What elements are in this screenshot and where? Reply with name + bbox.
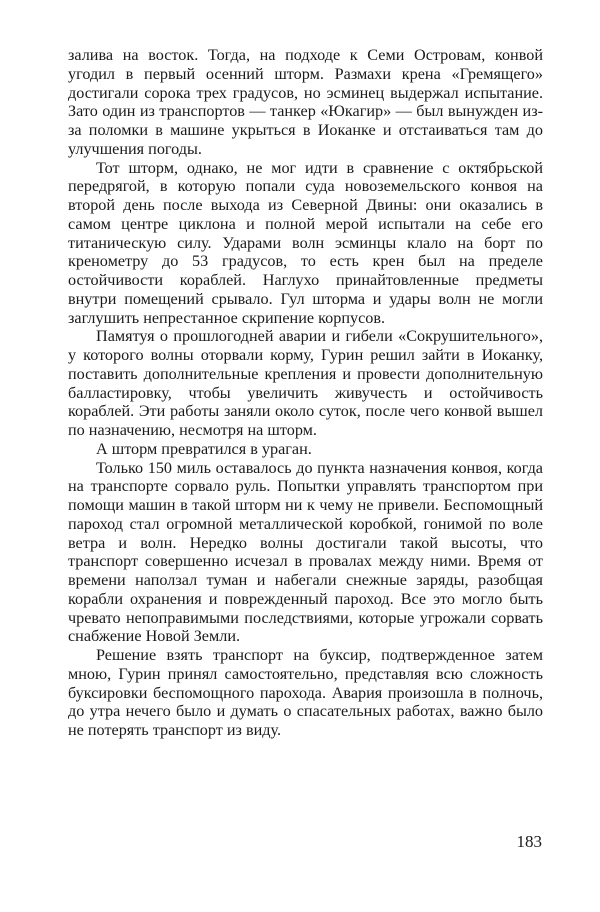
- paragraph-3: Памятуя о прошлогодней аварии и гибели «Сокрушительного», у которого волны оторвали корму, Гурин решил зайти в Иоканку, поставить дополнительные крепления и провести дополнительную балластировку, чтобы увеличить живучесть и остойчивость кораблей. Эти работы заняли около суток, после чего конвой вышел по назначению, несмотря на шторм.: [68, 327, 543, 439]
- paragraph-6: Решение взять транспорт на буксир, подтвержденное затем мною, Гурин принял самостоятельно, представляя всю сложность буксировки беспомощного парохода. Авария произошла в полночь, до утра нечего было и думать о спасательных работах, важно было не потерять транспорт из виду.: [68, 646, 543, 739]
- paragraph-2: Тот шторм, однако, не мог идти в сравнение с октябрьской передрягой, в которую попали суда новоземельского конвоя на второй день после выхода из Северной Двины: они оказались в самом центре циклона и полной мерой испытали на себе его титаническую силу. Ударами волн эсминцы клало на борт по кренометру до 53 градусов, то есть крен был на пределе остойчивости кораблей. Наглухо принайтовленные предметы внутри помещений срывало. Гул шторма и удары волн не могли заглушить непрестанное скрипение корпусов.: [68, 158, 543, 327]
- paragraph-1: залива на восток. Тогда, на подходе к Семи Островам, конвой угодил в первый осенний шторм. Размахи крена «Гремящего» достигали сорока трех градусов, но эсминец выдержал испытание. Зато один из транспортов — танкер «Юкагир» — был вынужден из-за поломки в машине укрыться в Иоканке и отстаиваться там до улучшения погоды.: [68, 46, 543, 158]
- page-number: 183: [516, 832, 542, 851]
- body-text: [68, 46, 543, 740]
- paragraph-4: А шторм превратился в ураган.: [96, 439, 312, 458]
- paragraph-5: Только 150 миль оставалось до пункта назначения конвоя, когда на транспорте сорвало руль. Попытки управлять транспортом при помощи машин в такой шторм ни к чему не привели. Беспомощный пароход стал огромной металлической коробкой, гонимой по воле ветра и волн. Нередко волны достигали такой высоты, что транспорт совершенно исчезал в провалах между ними. Время от времени наползал туман и набегали снежные заряды, разобщая корабли охранения и поврежденный пароход. Все это могло быть чревато непоправимыми последствиями, которые угрожали сорвать снабжение Новой Земли.: [68, 458, 543, 646]
